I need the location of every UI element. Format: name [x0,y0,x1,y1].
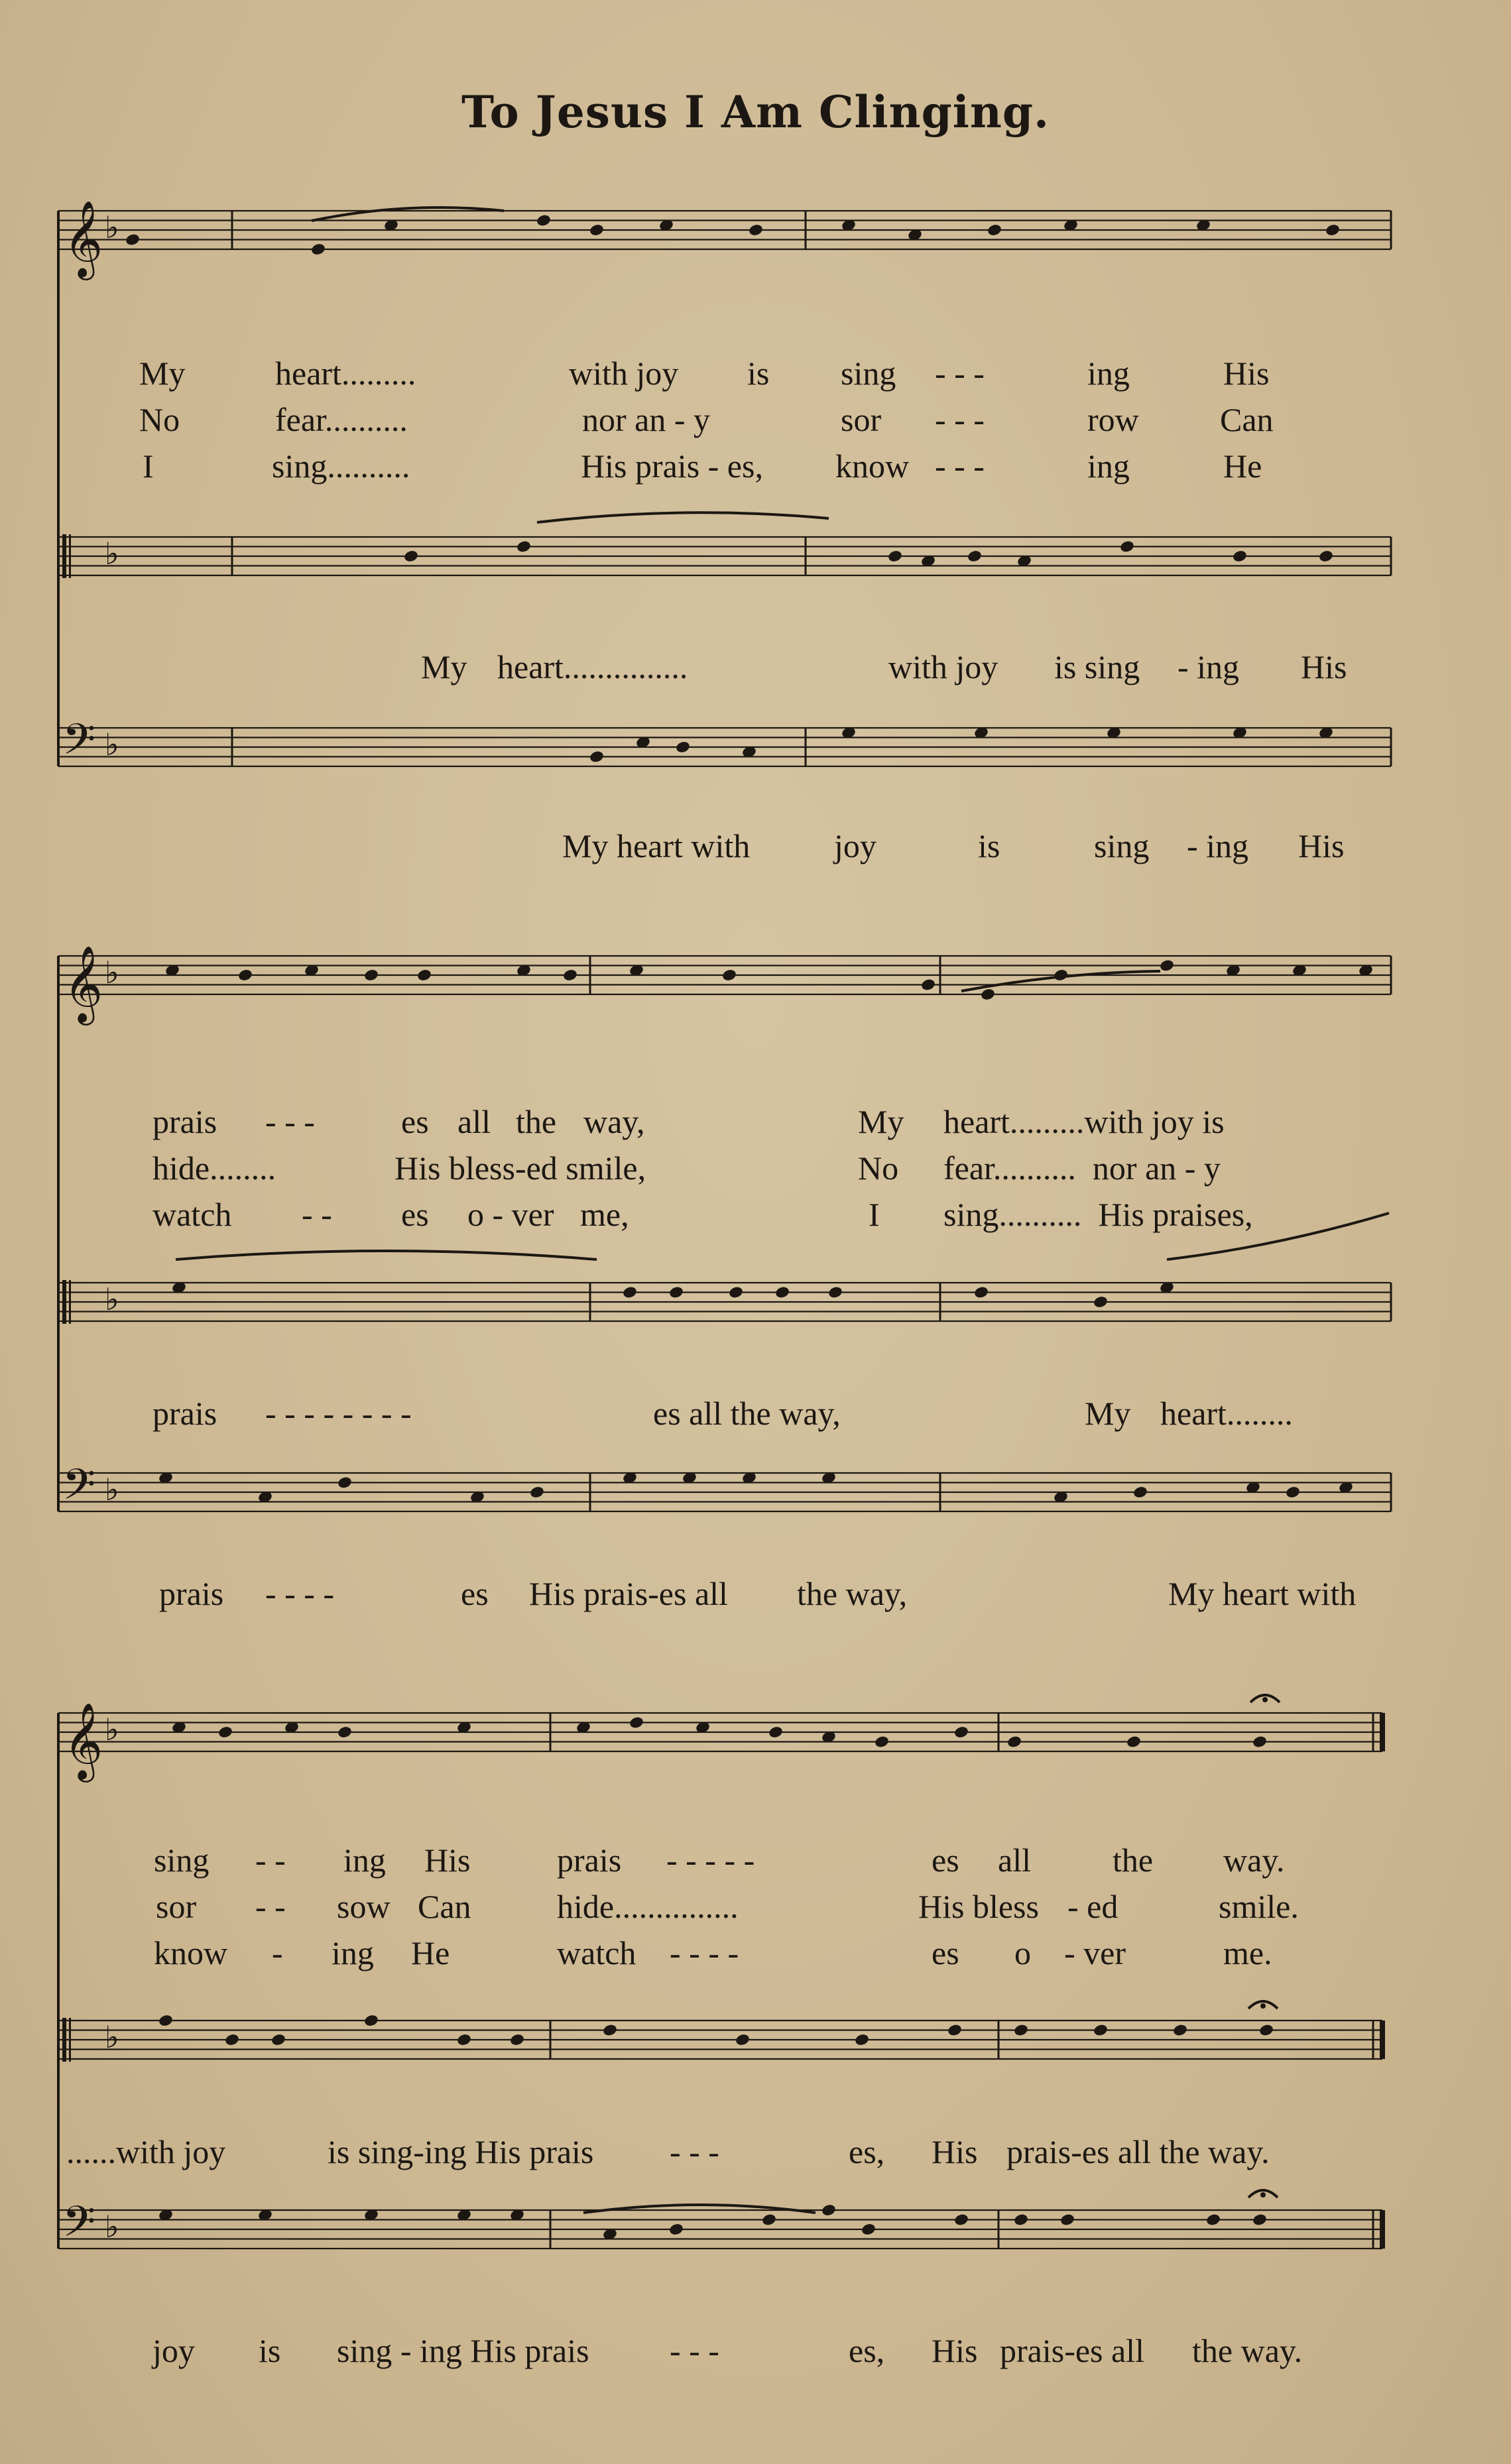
lyric: - ver [1064,1934,1126,1971]
bass-clef-icon: 𝄢 [62,2198,96,2257]
lyric: es, [849,2133,885,2170]
note-head [920,978,936,992]
lyric: ing [332,1934,374,1971]
note-head [761,2213,777,2227]
lyric: His prais-es all [529,1575,728,1612]
lyric: prais [557,1842,622,1879]
lyric: heart........ [1160,1395,1293,1432]
lyric: with joy [569,355,679,392]
note-head [1093,2023,1109,2037]
lyric: - - - [670,2133,719,2170]
lyric: - - - - - [666,1842,755,1879]
lyric: the [516,1103,557,1140]
lyric: know [835,447,910,485]
flat-sign-icon: ♭ [105,1712,119,1747]
lyric: - - - [265,1103,315,1140]
note-head [602,2023,618,2037]
lyric: - - [255,1842,286,1879]
lyric: is [978,827,1000,864]
note-head [854,2033,870,2047]
lyric: nor an - y [582,401,710,438]
lyric: hide............... [557,1888,739,1925]
lyric: My heart with [1168,1575,1357,1612]
lyric: His prais - es, [581,447,763,485]
lyric: - - - [935,401,985,438]
lyric: ing [1087,447,1130,485]
lyric: es [932,1842,959,1879]
note-head [1093,1295,1109,1309]
note-head [224,2033,240,2047]
flat-sign-icon: ♭ [105,1281,119,1317]
lyric: fear.......... nor an - y [943,1149,1221,1187]
lyric: His [932,2133,978,2170]
c-clef-icon [62,2018,66,2062]
lyric: joy [152,2332,195,2369]
note-head [337,1726,353,1739]
lyric: the [1113,1842,1154,1879]
treble-clef-icon: 𝄞 [64,1702,103,1779]
lyric: - ed [1067,1888,1118,1925]
lyric: es all the way, [653,1395,841,1432]
lyric: prais [159,1575,224,1612]
lyric: prais-es all the way. [1006,2133,1270,2170]
note-head [1119,540,1135,554]
note-head [1232,550,1248,563]
note-head [1126,1735,1142,1749]
lyric: - [272,1934,283,1971]
lyric: - - - [935,355,985,392]
lyric: - - [255,1888,286,1925]
lyric: prais-es all [1000,2332,1144,2369]
lyric: ing [343,1842,386,1879]
note-head [509,2033,525,2047]
lyric: sing [154,1842,210,1879]
note-head [953,2213,969,2227]
lyric: all [457,1103,491,1140]
note-head [589,223,605,237]
note-head [728,1285,744,1299]
lyric: His [1223,355,1270,392]
note-head [821,2203,837,2217]
treble-clef-icon: 𝄞 [64,945,103,1022]
note-head [337,1476,353,1490]
note-head [310,243,326,257]
lyric: sing.......... [272,447,410,485]
lyric: No [139,401,180,438]
note-head [721,968,737,982]
flat-sign-icon: ♭ [105,727,119,762]
lyric: me. [1223,1934,1272,1971]
lyric: My heart with [562,827,751,864]
lyric: His bless [918,1888,1039,1925]
note-head [887,550,903,563]
lyric: is [747,355,770,392]
slur [312,207,504,221]
note-head [1285,1486,1301,1499]
note-head [1205,2213,1221,2227]
lyric: Can [1220,401,1274,438]
lyric: - - - [935,447,985,485]
note-head [861,2223,876,2237]
c-clef-icon [62,534,66,578]
lyric: sing [1094,827,1150,864]
note-head [774,1285,790,1299]
lyric: - - [302,1196,332,1233]
note-head [1252,2213,1268,2227]
lyric: all [998,1842,1031,1879]
lyric: heart......... [275,355,416,392]
lyric: ......with joy [66,2133,226,2170]
note-head [1172,2023,1188,2037]
lyric: His [1298,827,1345,864]
lyric: My [139,355,186,392]
note-head [827,1285,843,1299]
lyric: way. [1223,1842,1285,1879]
note-head [953,1726,969,1739]
lyric: smile. [1219,1888,1299,1925]
lyric: way, [583,1103,645,1140]
note-head [589,750,605,764]
note-head [980,988,996,1002]
lyric: My [421,648,467,685]
c-clef-icon [62,1280,66,1324]
lyric: I [869,1196,880,1233]
hymn-title: To Jesus I Am Clinging. [461,86,1050,138]
note-head [363,968,379,982]
lyric: watch [152,1196,232,1233]
flat-sign-icon: ♭ [105,1472,119,1507]
lyric: He [411,1934,450,1971]
lyric: the way. [1192,2332,1303,2369]
flat-sign-icon: ♭ [105,536,119,571]
note-head [1159,959,1175,972]
lyric: know [154,1934,228,1971]
lyric: joy [834,827,876,864]
lyric: o - ver [467,1196,554,1233]
flat-sign-icon: ♭ [105,955,119,990]
note-head [622,1285,638,1299]
lyric: He [1223,447,1262,485]
note-head [237,968,253,982]
note-head [456,2033,472,2047]
slur [176,1251,597,1260]
lyric: ing [1087,355,1130,392]
lyric: row [1087,401,1139,438]
lyric: sor [841,401,882,438]
fermata-icon [1260,2192,1266,2198]
note-head [967,550,983,563]
c-clef-icon [69,1280,71,1324]
lyric: with joy [888,648,998,685]
c-clef-icon [69,534,71,578]
note-head [363,2014,379,2028]
lyric: is sing-ing His prais [328,2133,594,2170]
lyric: prais [152,1395,217,1432]
note-head [947,2023,963,2037]
lyric: es [401,1196,429,1233]
lyric: My [858,1103,904,1140]
note-head [874,1735,890,1749]
flat-sign-icon: ♭ [105,2209,119,2245]
note-head [1132,1486,1148,1499]
lyric: sow [337,1888,391,1925]
lyric: sor [156,1888,197,1925]
lyric: - - - - - - - - [265,1395,412,1432]
lyric: is sing [1054,648,1140,685]
lyric: No [858,1149,899,1187]
lyric: is [259,2332,281,2369]
lyric: - ing [1178,648,1240,685]
note-head [1013,2213,1029,2227]
fermata-icon [1262,1697,1268,1702]
c-clef-icon [69,2018,71,2062]
note-head [516,540,532,554]
lyric: heart.........with joy is [943,1103,1225,1140]
lyric: es [461,1575,489,1612]
lyric: His [424,1842,471,1879]
note-head [529,1486,545,1499]
lyric: o [1014,1934,1031,1971]
note-head [768,1726,784,1739]
note-head [668,2223,684,2237]
lyric: - - - - [670,1934,739,1971]
lyric: - - - [670,2332,719,2369]
lyric: fear.......... [275,401,408,438]
lyric: prais [152,1103,217,1140]
note-head [536,213,552,227]
note-head [629,1716,644,1730]
lyric: es [932,1934,959,1971]
slur [537,512,829,522]
fermata-icon [1260,2003,1266,2009]
lyric: I [143,447,154,485]
note-head [973,1285,989,1299]
treble-clef-icon: 𝄞 [64,200,103,277]
lyric: the way, [797,1575,908,1612]
lyric: me, [580,1196,629,1233]
lyric: es, [849,2332,885,2369]
note-head [735,2033,751,2047]
lyric: His [1301,648,1347,685]
note-head [125,233,141,247]
note-head [1325,223,1341,237]
note-head [1006,1735,1022,1749]
lyric: His [932,2332,978,2369]
lyric: - - - - [265,1575,335,1612]
lyric: - ing [1187,827,1249,864]
note-head [987,223,1002,237]
note-head [403,550,419,563]
lyric: es [401,1103,429,1140]
note-head [562,968,578,982]
note-head [217,1726,233,1739]
note-head [1318,550,1334,563]
lyric: My [1085,1395,1131,1432]
lyric: heart............... [497,648,688,685]
note-head [1013,2023,1029,2037]
note-head [1252,1735,1268,1749]
lyric: Can [418,1888,471,1925]
note-head [748,223,764,237]
note-head [416,968,432,982]
lyric: sing.......... His praises, [943,1196,1253,1233]
note-head [675,740,691,754]
note-head [1258,2023,1274,2037]
lyric: sing - ing His prais [337,2332,589,2369]
note-head [668,1285,684,1299]
note-head [1059,2213,1075,2227]
lyric: His bless-ed smile, [394,1149,646,1187]
flat-sign-icon: ♭ [105,209,119,245]
slur [583,2205,816,2213]
flat-sign-icon: ♭ [105,2019,119,2055]
bass-clef-icon: 𝄢 [62,715,96,775]
note-head [271,2033,286,2047]
note-head [158,2014,174,2028]
bass-clef-icon: 𝄢 [62,1460,96,1520]
lyric: sing [841,355,896,392]
lyric: watch [557,1934,636,1971]
lyric: hide........ [152,1149,276,1187]
